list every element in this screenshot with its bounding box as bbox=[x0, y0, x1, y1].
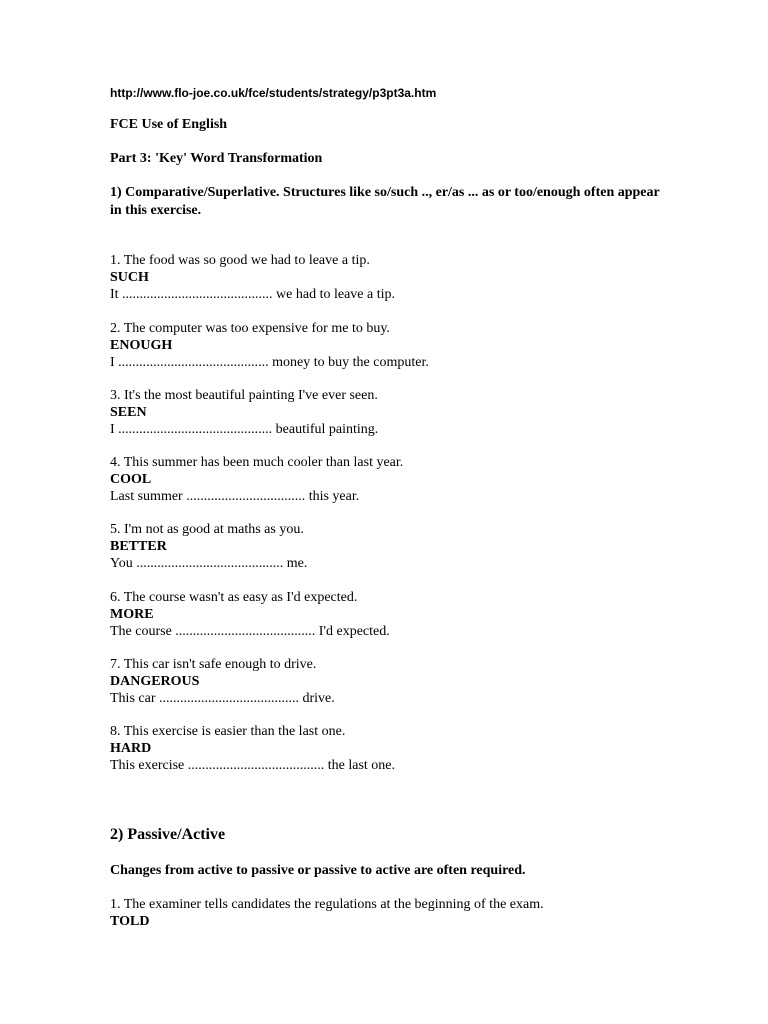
question-answer-line: This car ........................................ drive. bbox=[110, 691, 335, 706]
question-keyword: HARD bbox=[110, 741, 152, 756]
question-keyword: TOLD bbox=[110, 914, 150, 929]
question-answer-line: Last summer .................................. this year. bbox=[110, 489, 360, 504]
question-keyword: COOL bbox=[110, 472, 152, 487]
question-sentence: 6. The course wasn't as easy as I'd expected. bbox=[110, 590, 358, 605]
question-answer-line: The course ........................................ I'd expected. bbox=[110, 624, 390, 639]
section1-question-3 bbox=[110, 387, 378, 438]
question-answer-line: You .......................................... me. bbox=[110, 556, 308, 571]
part-heading: Part 3: 'Key' Word Transformation bbox=[110, 151, 323, 166]
section2-question-1 bbox=[110, 896, 544, 930]
source-url: http://www.flo-joe.co.uk/fce/students/strategy/p3pt3a.htm bbox=[110, 86, 437, 100]
question-keyword: SEEN bbox=[110, 405, 147, 420]
question-sentence: 3. It's the most beautiful painting I've ever seen. bbox=[110, 388, 378, 403]
question-keyword: MORE bbox=[110, 607, 154, 622]
question-answer-line: This exercise ....................................... the last one. bbox=[110, 758, 396, 773]
section1-question-5 bbox=[110, 521, 307, 572]
section1-question-6 bbox=[110, 589, 390, 640]
section1-question-2 bbox=[110, 320, 429, 371]
section1-intro-text: . Structures like so/such .., er/as ... as or too/enough often appear in this exercise. bbox=[110, 185, 660, 218]
section1-intro bbox=[110, 184, 670, 220]
question-keyword: BETTER bbox=[110, 539, 167, 554]
section1-question-7 bbox=[110, 656, 335, 707]
question-answer-line: It ........................................... we had to leave a tip. bbox=[110, 287, 396, 302]
question-keyword: ENOUGH bbox=[110, 338, 173, 353]
question-sentence: 1. The food was so good we had to leave a tip. bbox=[110, 253, 370, 268]
section2-heading: 2) Passive/Active bbox=[110, 826, 226, 843]
section1-question-4 bbox=[110, 454, 403, 505]
section2-intro: Changes from active to passive or passive to active are often required. bbox=[110, 863, 526, 878]
question-answer-line: I ............................................ beautiful painting. bbox=[110, 422, 379, 437]
question-sentence: 1. The examiner tells candidates the regulations at the beginning of the exam. bbox=[110, 897, 544, 912]
question-answer-line: I ........................................... money to buy the computer. bbox=[110, 355, 429, 370]
section1-question-8 bbox=[110, 723, 395, 774]
document-title: FCE Use of English bbox=[110, 117, 228, 132]
question-sentence: 2. The computer was too expensive for me to buy. bbox=[110, 321, 390, 336]
question-sentence: 5. I'm not as good at maths as you. bbox=[110, 522, 304, 537]
section1-heading: 1) Comparative/Superlative bbox=[110, 185, 277, 200]
section1-question-1 bbox=[110, 252, 395, 303]
question-sentence: 8. This exercise is easier than the last one. bbox=[110, 724, 346, 739]
question-sentence: 4. This summer has been much cooler than last year. bbox=[110, 455, 404, 470]
question-keyword: SUCH bbox=[110, 270, 149, 285]
question-keyword: DANGEROUS bbox=[110, 674, 200, 689]
question-sentence: 7. This car isn't safe enough to drive. bbox=[110, 657, 317, 672]
